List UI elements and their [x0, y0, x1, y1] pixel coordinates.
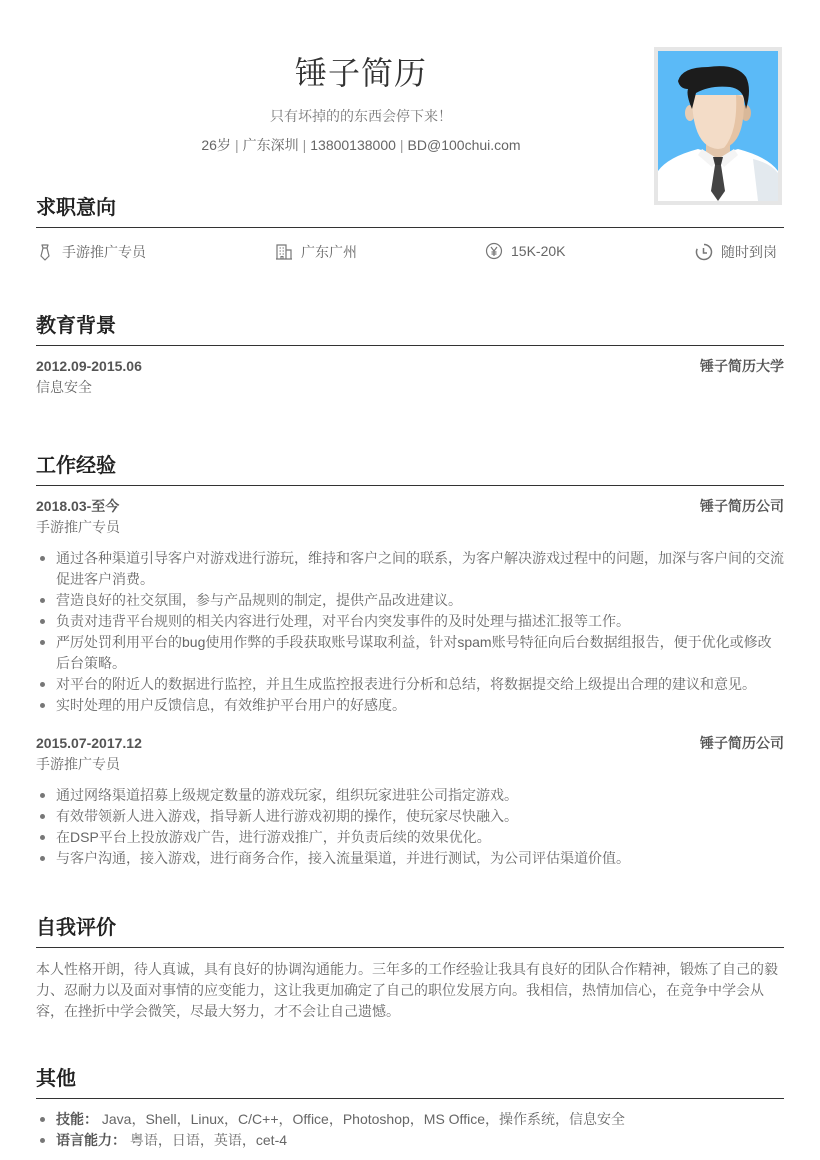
list-item: 通过各种渠道引导客户对游戏进行游玩，维持和客户之间的联系，为客户解决游戏过程中的问题，加深与客户间的交流促进客户消费。 — [36, 548, 784, 590]
building-icon — [275, 243, 293, 261]
education-entry — [36, 356, 784, 398]
intent-row — [36, 234, 784, 274]
list-item-languages — [36, 1130, 784, 1151]
education-school: 锤子简历大学 — [700, 358, 784, 374]
list-item: 与客户沟通，接入游戏，进行商务合作，接入流量渠道，并进行测试，为公司评估渠道价值。 — [36, 848, 784, 869]
section-job-intent — [36, 192, 784, 274]
contact-line — [0, 135, 722, 155]
work-entry — [36, 496, 784, 716]
contact-age: 26岁 — [201, 137, 231, 153]
skills-label: 技能： — [56, 1111, 98, 1127]
work-role: 手游推广专员 — [36, 519, 120, 535]
motto: 只有坏掉的的东西会停下来！ — [270, 108, 452, 124]
resume-header — [0, 0, 820, 200]
section-divider — [36, 227, 784, 228]
self-evaluation-text: 本人性格开朗，待人真诚，具有良好的协调沟通能力。三年多的工作经验让我具有良好的团队合作精神，锻炼了自己的毅力、忍耐力以及面对事情的应变能力，这让我更加确定了自己的职位发展方向。我相信，热情加信心，在竞争中学会从容，在挫折中学会微笑，尽最大努力，才不会让自己遗憾。 — [36, 961, 778, 1019]
education-major: 信息安全 — [36, 379, 92, 395]
section-other — [36, 1063, 784, 1151]
intent-availability — [695, 242, 777, 262]
work-company: 锤子简历公司 — [700, 498, 784, 514]
languages-value: 粤语，日语，英语，cet-4 — [129, 1132, 288, 1148]
section-title: 工作经验 — [36, 455, 116, 477]
work-role: 手游推广专员 — [36, 756, 120, 772]
other-list — [36, 1109, 784, 1151]
intent-position — [36, 242, 146, 262]
divider: | — [399, 137, 404, 153]
section-divider — [36, 947, 784, 948]
list-item: 有效带领新人进入游戏，指导新人进行游戏初期的操作，使玩家尽快融入。 — [36, 806, 784, 827]
intent-city — [275, 242, 357, 262]
intent-availability-label: 随时到岗 — [721, 244, 777, 260]
section-divider — [36, 485, 784, 486]
list-item: 实时处理的用户反馈信息，有效维护平台用户的好感度。 — [36, 695, 784, 716]
tie-icon — [36, 243, 54, 261]
intent-salary-label: 15K-20K — [511, 243, 566, 259]
list-item: 负责对违背平台规则的相关内容进行处理，对平台内突发事件的及时处理与描述汇报等工作。 — [36, 611, 784, 632]
work-duties — [36, 548, 784, 716]
skills-value: Java，Shell，Linux，C/C++，Office，Photoshop，MS Office，操作系统，信息安全 — [101, 1111, 625, 1127]
intent-position-label: 手游推广专员 — [62, 244, 146, 260]
entry-header — [36, 496, 784, 517]
section-education — [36, 310, 784, 398]
divider: | — [234, 137, 239, 153]
section-title: 自我评价 — [36, 917, 116, 939]
profile-photo — [654, 47, 782, 205]
section-work — [36, 450, 784, 869]
clock-icon — [695, 243, 713, 261]
intent-salary — [485, 242, 565, 260]
work-entry — [36, 733, 784, 869]
avatar-icon — [658, 51, 778, 201]
section-title: 求职意向 — [36, 197, 116, 219]
candidate-name: 锤子简历 — [294, 55, 427, 91]
education-period: 2012.09-2015.06 — [36, 358, 142, 374]
contact-location: 广东深圳 — [242, 137, 299, 153]
languages-label: 语言能力： — [56, 1132, 126, 1148]
entry-header — [36, 733, 784, 754]
list-item: 在DSP平台上投放游戏广告，进行游戏推广，并负责后续的效果优化。 — [36, 827, 784, 848]
section-divider — [36, 1098, 784, 1099]
section-title: 其他 — [36, 1068, 76, 1090]
contact-phone: 13800138000 — [310, 137, 396, 153]
section-self-evaluation — [36, 912, 784, 1022]
section-title: 教育背景 — [36, 315, 116, 337]
list-item: 对平台的附近人的数据进行监控，并且生成监控报表进行分析和总结，将数据提交给上级提出合理的建议和意见。 — [36, 674, 784, 695]
work-period: 2015.07-2017.12 — [36, 735, 142, 751]
entry-header — [36, 356, 784, 377]
list-item: 通过网络渠道招募上级规定数量的游戏玩家，组织玩家进驻公司指定游戏。 — [36, 785, 784, 806]
intent-city-label: 广东广州 — [301, 244, 357, 260]
section-divider — [36, 345, 784, 346]
yen-icon — [485, 242, 503, 260]
list-item-skills — [36, 1109, 784, 1130]
list-item: 严厉处罚利用平台的bug使用作弊的手段获取账号谋取利益，针对spam账号特征向后台数据组报告，便于优化或修改后台策略。 — [36, 632, 784, 674]
work-company: 锤子简历公司 — [700, 735, 784, 751]
divider: | — [302, 137, 307, 153]
list-item: 营造良好的社交氛围，参与产品规则的制定，提供产品改进建议。 — [36, 590, 784, 611]
contact-email: BD@100chui.com — [407, 137, 521, 153]
work-period: 2018.03-至今 — [36, 498, 120, 514]
work-duties — [36, 785, 784, 869]
